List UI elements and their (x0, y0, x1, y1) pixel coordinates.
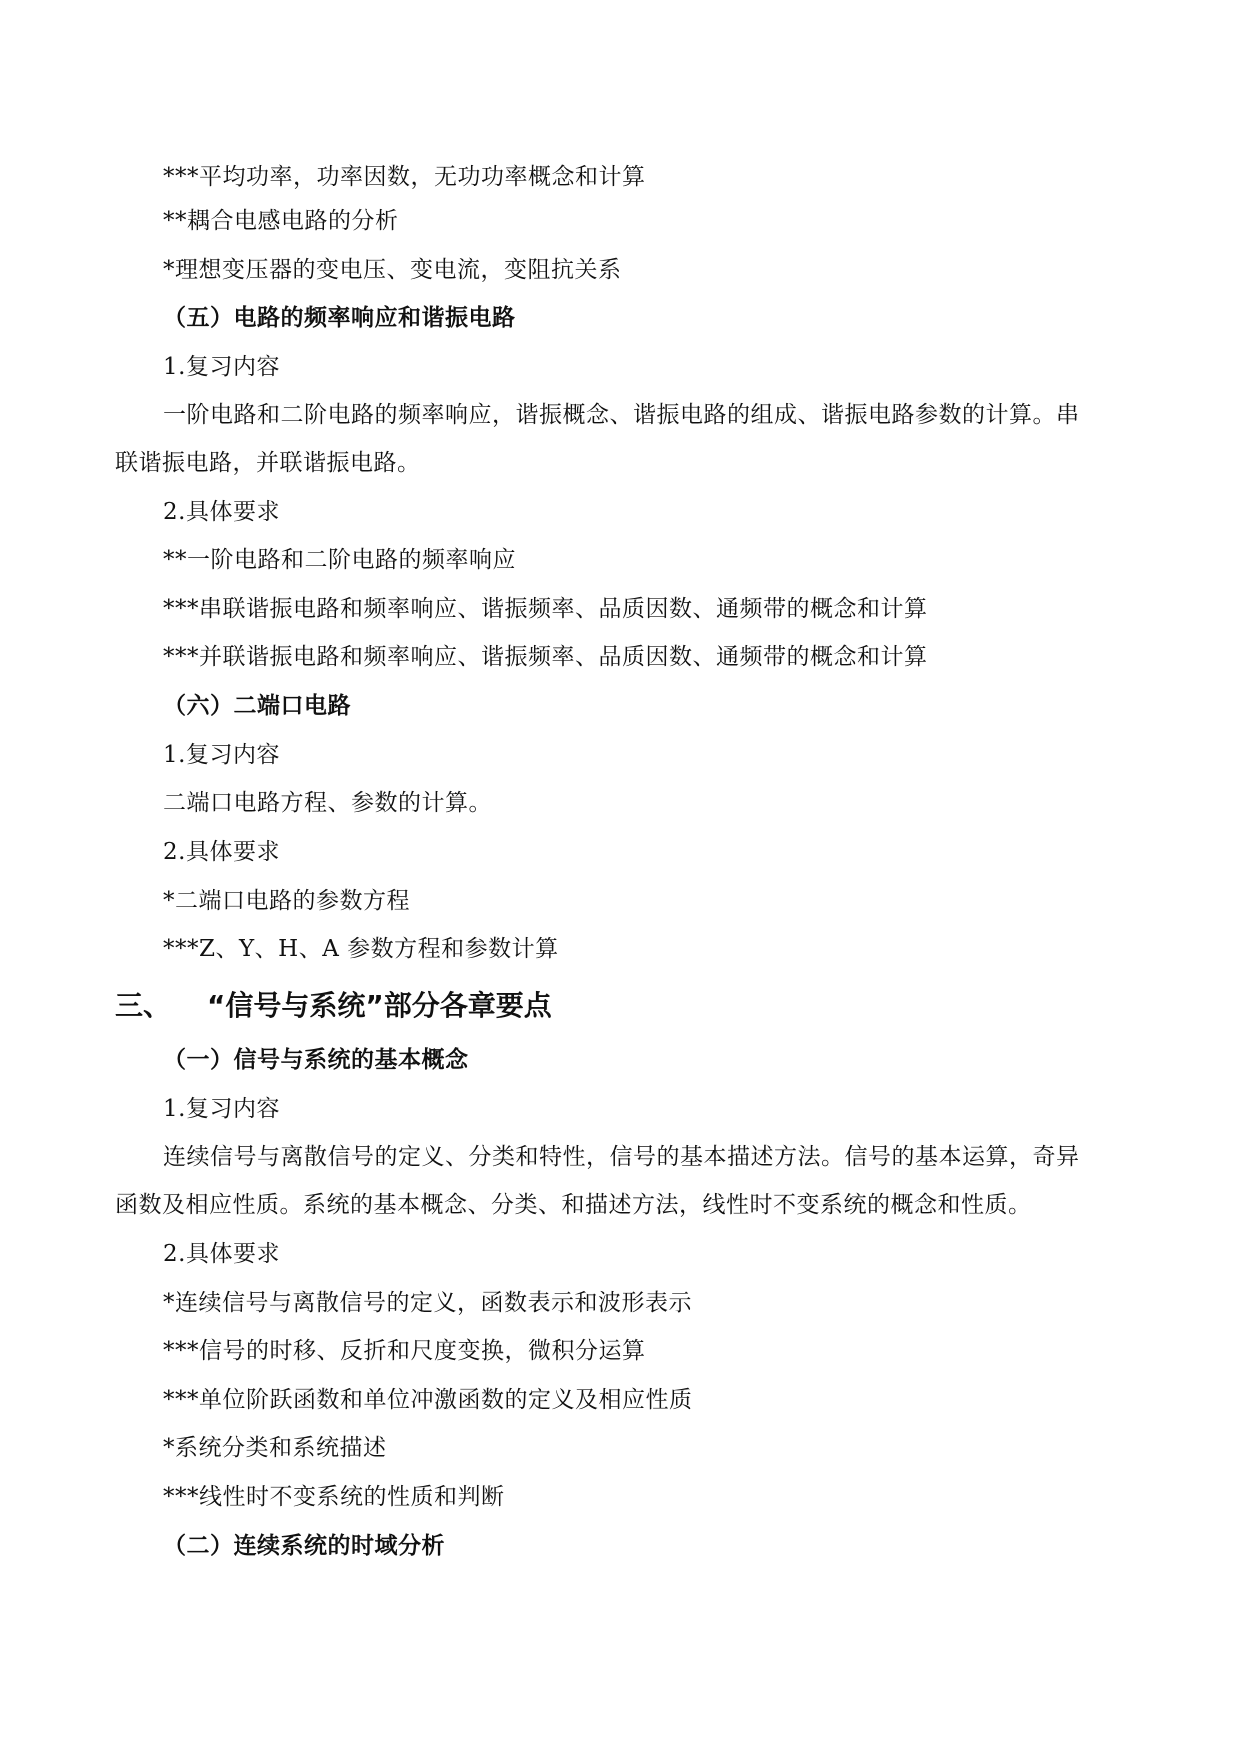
requirement-item: ***并联谐振电路和频率响应、谐振频率、品质因数、通频带的概念和计算 (163, 644, 928, 670)
subheading-review-content: 1.复习内容 (163, 1096, 280, 1122)
subheading-review-content: 1.复习内容 (163, 742, 280, 768)
subheading-requirements: 2.具体要求 (163, 839, 280, 865)
paragraph-line: 联谐振电路，并联谐振电路。 (115, 450, 421, 476)
requirement-item: ***Z、Y、H、A 参数方程和参数计算 (163, 936, 559, 962)
section-heading-two-port: （六）二端口电路 (163, 693, 351, 719)
paragraph-line: 一阶电路和二阶电路的频率响应，谐振概念、谐振电路的组成、谐振电路参数的计算。串 (163, 402, 1080, 428)
chapter-heading-signals-systems (115, 988, 552, 1024)
paragraph-line: 函数及相应性质。系统的基本概念、分类、和描述方法，线性时不变系统的概念和性质。 (115, 1192, 1032, 1218)
chapter-number: 三、 (115, 989, 172, 1022)
text-line-ideal-transformer: *理想变压器的变电压、变电流，变阻抗关系 (163, 257, 622, 283)
chapter-title: “信号与系统”部分各章要点 (207, 989, 552, 1022)
text-line-coupled-inductor: **耦合电感电路的分析 (163, 208, 399, 234)
requirement-item: *连续信号与离散信号的定义，函数表示和波形表示 (163, 1290, 692, 1316)
requirement-item: ***串联谐振电路和频率响应、谐振频率、品质因数、通频带的概念和计算 (163, 596, 928, 622)
subheading-review-content: 1.复习内容 (163, 354, 280, 380)
requirement-item: ***线性时不变系统的性质和判断 (163, 1484, 505, 1510)
section-heading-time-domain: （二）连续系统的时域分析 (163, 1533, 445, 1559)
text-line-average-power: ***平均功率，功率因数，无功功率概念和计算 (163, 164, 646, 190)
requirement-item: **一阶电路和二阶电路的频率响应 (163, 547, 516, 573)
subheading-requirements: 2.具体要求 (163, 499, 280, 525)
section-heading-basic-concepts: （一）信号与系统的基本概念 (163, 1047, 469, 1073)
requirement-item: ***信号的时移、反折和尺度变换，微积分运算 (163, 1338, 646, 1364)
requirement-item: *二端口电路的参数方程 (163, 888, 410, 914)
requirement-item: ***单位阶跃函数和单位冲激函数的定义及相应性质 (163, 1387, 693, 1413)
paragraph-line: 二端口电路方程、参数的计算。 (163, 790, 492, 816)
subheading-requirements: 2.具体要求 (163, 1241, 280, 1267)
paragraph-line: 连续信号与离散信号的定义、分类和特性，信号的基本描述方法。信号的基本运算，奇异 (163, 1144, 1080, 1170)
section-heading-frequency-response: （五）电路的频率响应和谐振电路 (163, 305, 516, 331)
requirement-item: *系统分类和系统描述 (163, 1435, 387, 1461)
